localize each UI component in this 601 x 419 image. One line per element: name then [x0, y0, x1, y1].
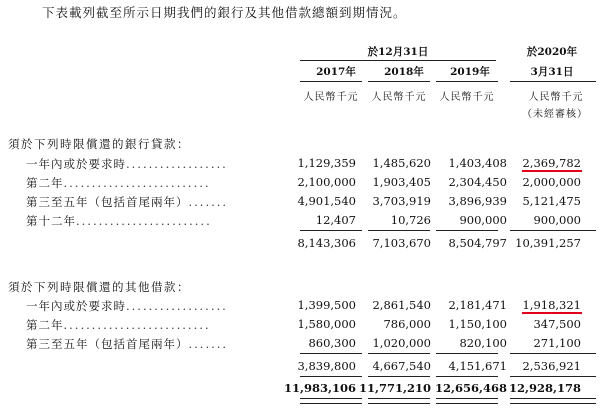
bank-row-3-2017: 4,901,540: [297, 194, 356, 208]
header-year-2017: 2017年: [316, 66, 356, 78]
bank-row-1-2020: 2,369,782: [522, 156, 581, 170]
unaudited-label: （未經審核）: [522, 109, 588, 120]
header-2020-date: 3月31日: [530, 66, 574, 78]
bank-row-1-2018: 1,485,620: [372, 156, 431, 170]
bank-subtotal-2017: 8,143,306: [297, 236, 356, 250]
highlight-underline: [522, 170, 582, 172]
other-row-1-label: 一年內或於要求時..................: [26, 299, 228, 313]
header-2020-top: 於2020年: [526, 46, 578, 58]
grand-total-double-rule: [510, 398, 596, 404]
bank-row-4-2018: 10,726: [390, 213, 431, 227]
bank-subtotal-rule: [436, 230, 498, 231]
bank-row-4-2020: 900,000: [533, 213, 581, 227]
grand-total-2019: 12,656,468: [434, 381, 507, 395]
other-row-2-2018: 786,000: [383, 317, 431, 331]
other-row-3-label: 第三至五年（包括首尾兩年）.......: [26, 337, 229, 351]
unit-label-2020: 人民幣千元: [528, 92, 584, 103]
other-row-2-2017: 1,580,000: [297, 317, 356, 331]
header-rule-2019: [436, 81, 498, 82]
bank-row-3-2020: 5,121,475: [522, 194, 581, 208]
other-subtotal-rule: [368, 353, 430, 354]
unit-label-2018: 人民幣千元: [371, 92, 427, 103]
grand-total-2017: 11,983,106: [283, 381, 356, 395]
other-subtotal-rule: [510, 353, 596, 354]
bank-row-2-2020: 2,000,000: [522, 175, 581, 189]
other-row-1-2020: 1,918,321: [522, 298, 581, 312]
other-row-3-2018: 1,020,000: [372, 336, 431, 350]
grand-total-double-rule: [300, 398, 362, 404]
bank-row-1-2017: 1,129,359: [297, 156, 356, 170]
bank-row-1-label: 一年內或於要求時..................: [26, 157, 228, 171]
other-row-2-2019: 1,150,100: [448, 317, 507, 331]
bank-row-2-label: 第二年..........................: [26, 176, 211, 190]
bank-subtotal-2019: 8,504,797: [448, 236, 507, 250]
bank-subtotal-rule: [300, 230, 362, 231]
bank-row-3-label: 第三至五年（包括首尾兩年）.......: [26, 195, 229, 209]
bank-row-2-2019: 2,304,450: [448, 175, 507, 189]
bank-row-4-label: 第十二年........................: [26, 214, 212, 228]
other-row-1-2018: 2,861,540: [372, 298, 431, 312]
bank-loans-title: 須於下列時限償還的銀行貸款：: [8, 137, 190, 151]
header-rule-2020: [510, 81, 596, 82]
unit-label-2019: 人民幣千元: [439, 92, 495, 103]
other-row-2-label: 第二年..........................: [26, 318, 211, 332]
bank-subtotal-rule: [510, 230, 596, 231]
other-subtotal-rule: [436, 353, 498, 354]
header-rule-2018: [368, 81, 430, 82]
unit-label-2017: 人民幣千元: [303, 92, 359, 103]
header-rule-2017: [300, 81, 362, 82]
bank-subtotal-2018: 7,103,670: [372, 236, 431, 250]
other-subtotal-rule: [300, 353, 362, 354]
grand-total-2020: 12,928,178: [508, 381, 581, 395]
bank-row-4-2019: 900,000: [459, 213, 507, 227]
bank-row-2-2017: 2,100,000: [297, 175, 356, 189]
header-year-2018: 2018年: [384, 66, 424, 78]
other-loans-title: 須於下列時限償還的其他借款：: [8, 280, 190, 294]
bank-row-1-2019: 1,403,408: [448, 156, 507, 170]
grand-total-2018: 11,771,210: [358, 381, 431, 395]
grand-total-double-rule: [368, 398, 430, 404]
other-subtotal-2019: 4,151,671: [448, 359, 507, 373]
bank-subtotal-2020: 10,391,257: [515, 236, 581, 250]
other-row-3-2020: 271,100: [533, 336, 581, 350]
highlight-underline: [522, 312, 582, 314]
bank-row-4-2017: 12,407: [315, 213, 356, 227]
bank-row-2-2018: 1,903,405: [372, 175, 431, 189]
bank-subtotal-rule: [368, 230, 430, 231]
total-rule: [436, 376, 498, 377]
bank-row-3-2019: 3,896,939: [448, 194, 507, 208]
grand-total-double-rule: [436, 398, 498, 404]
other-subtotal-2018: 4,667,540: [372, 359, 431, 373]
header-group-rule: [300, 60, 496, 61]
header-group-label: 於12月31日: [367, 46, 429, 58]
bank-row-3-2018: 3,703,919: [372, 194, 431, 208]
other-row-3-2019: 820,100: [459, 336, 507, 350]
total-rule: [300, 376, 362, 377]
total-rule: [510, 376, 596, 377]
total-rule: [368, 376, 430, 377]
other-row-2-2020: 347,500: [533, 317, 581, 331]
other-row-1-2017: 1,399,500: [297, 298, 356, 312]
other-row-1-2019: 2,181,471: [448, 298, 507, 312]
other-subtotal-2020: 2,536,921: [522, 359, 581, 373]
intro-text: 下表載列截至所示日期我們的銀行及其他借款總額到期情況。: [42, 5, 407, 20]
other-subtotal-2017: 3,839,800: [297, 359, 356, 373]
other-row-3-2017: 860,300: [308, 336, 356, 350]
header-year-2019: 2019年: [450, 66, 490, 78]
